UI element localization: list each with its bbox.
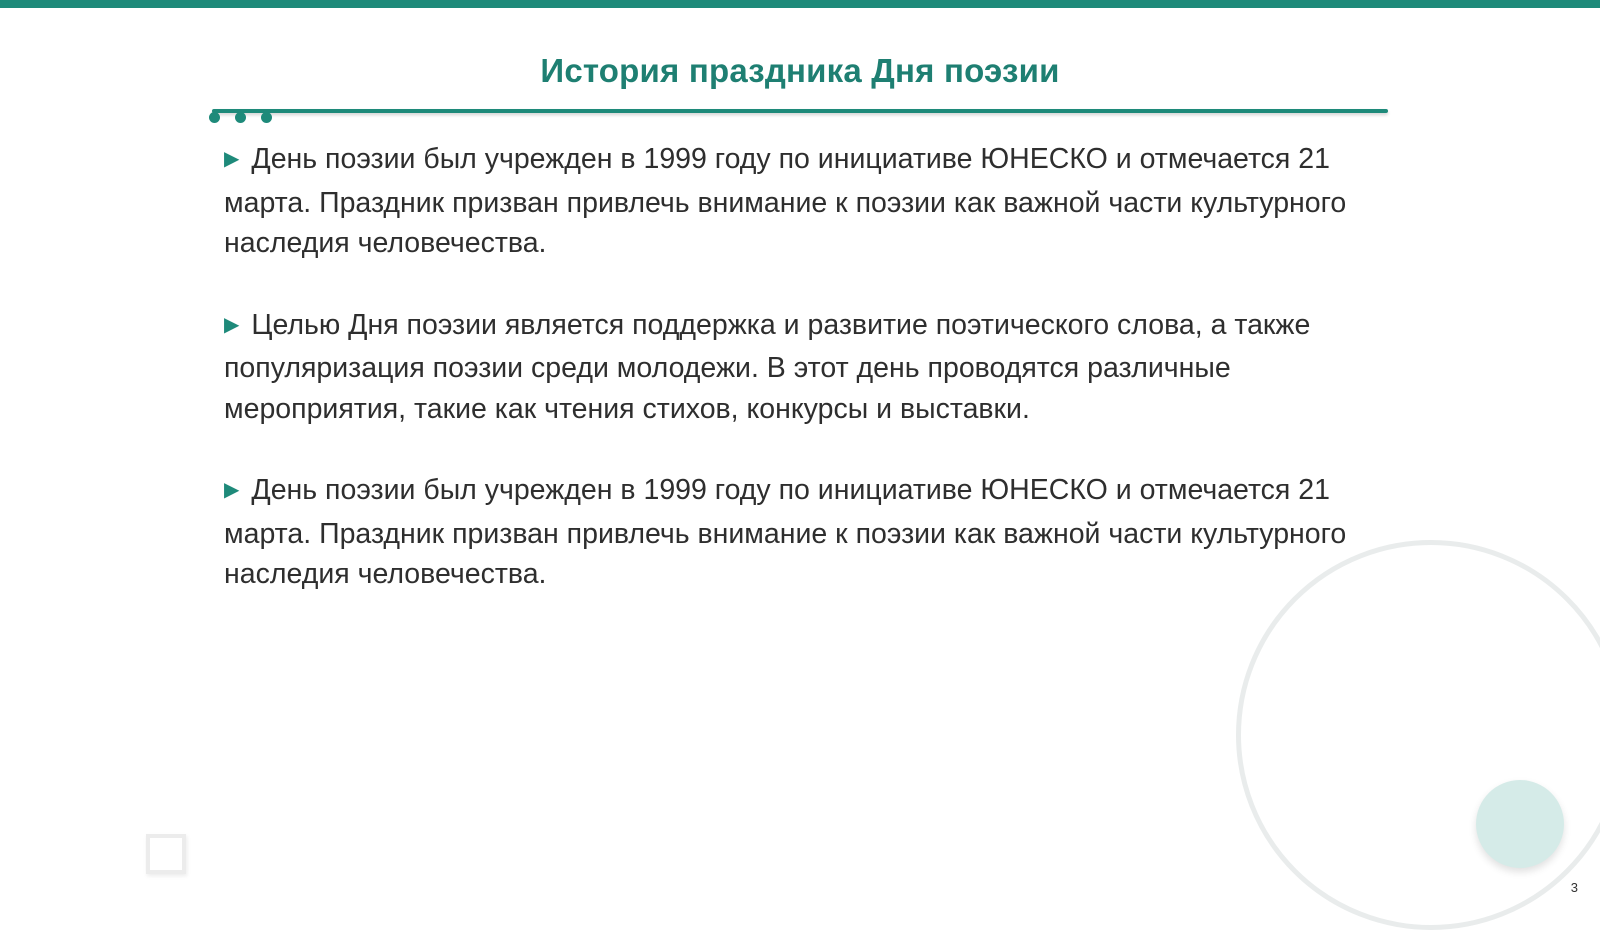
top-accent-bar bbox=[0, 0, 1600, 8]
decorative-square bbox=[146, 834, 186, 874]
decorative-disc bbox=[1476, 780, 1564, 868]
underline-dot bbox=[209, 112, 220, 123]
bullet-text: День поэзии был учрежден в 1999 году по инициативе ЮНЕСКО и отмечается 21 марта. Праздник призван привлечь внимание к поэзии как важной части культурного наследия человечества. bbox=[224, 474, 1347, 590]
title-underline bbox=[212, 109, 1388, 113]
bullet-paragraph bbox=[224, 139, 1374, 264]
bullet-paragraph bbox=[224, 470, 1374, 595]
bullet-paragraph bbox=[224, 305, 1374, 430]
slide-title: История праздника Дня поэзии bbox=[540, 52, 1060, 89]
bullet-arrow-icon: ▶ bbox=[224, 479, 240, 501]
bullet-list bbox=[224, 139, 1374, 636]
bullet-text: Целью Дня поэзии является поддержка и развитие поэтического слова, а также популяризация поэзии среди молодежи. В этот день проводятся различные мероприятия, такие как чтения стихов, конкурсы и выставки. bbox=[224, 308, 1311, 425]
bullet-text: День поэзии был учрежден в 1999 году по инициативе ЮНЕСКО и отмечается 21 марта. Праздник призван привлечь внимание к поэзии как важной части культурного наследия человечества. bbox=[224, 143, 1347, 259]
underline-dot bbox=[235, 112, 246, 123]
decorative-ring bbox=[1236, 540, 1600, 930]
bullet-arrow-icon: ▶ bbox=[224, 148, 240, 170]
underline-dot bbox=[261, 112, 272, 123]
bullet-arrow-icon: ▶ bbox=[224, 313, 240, 336]
page-number: 3 bbox=[1570, 880, 1578, 895]
